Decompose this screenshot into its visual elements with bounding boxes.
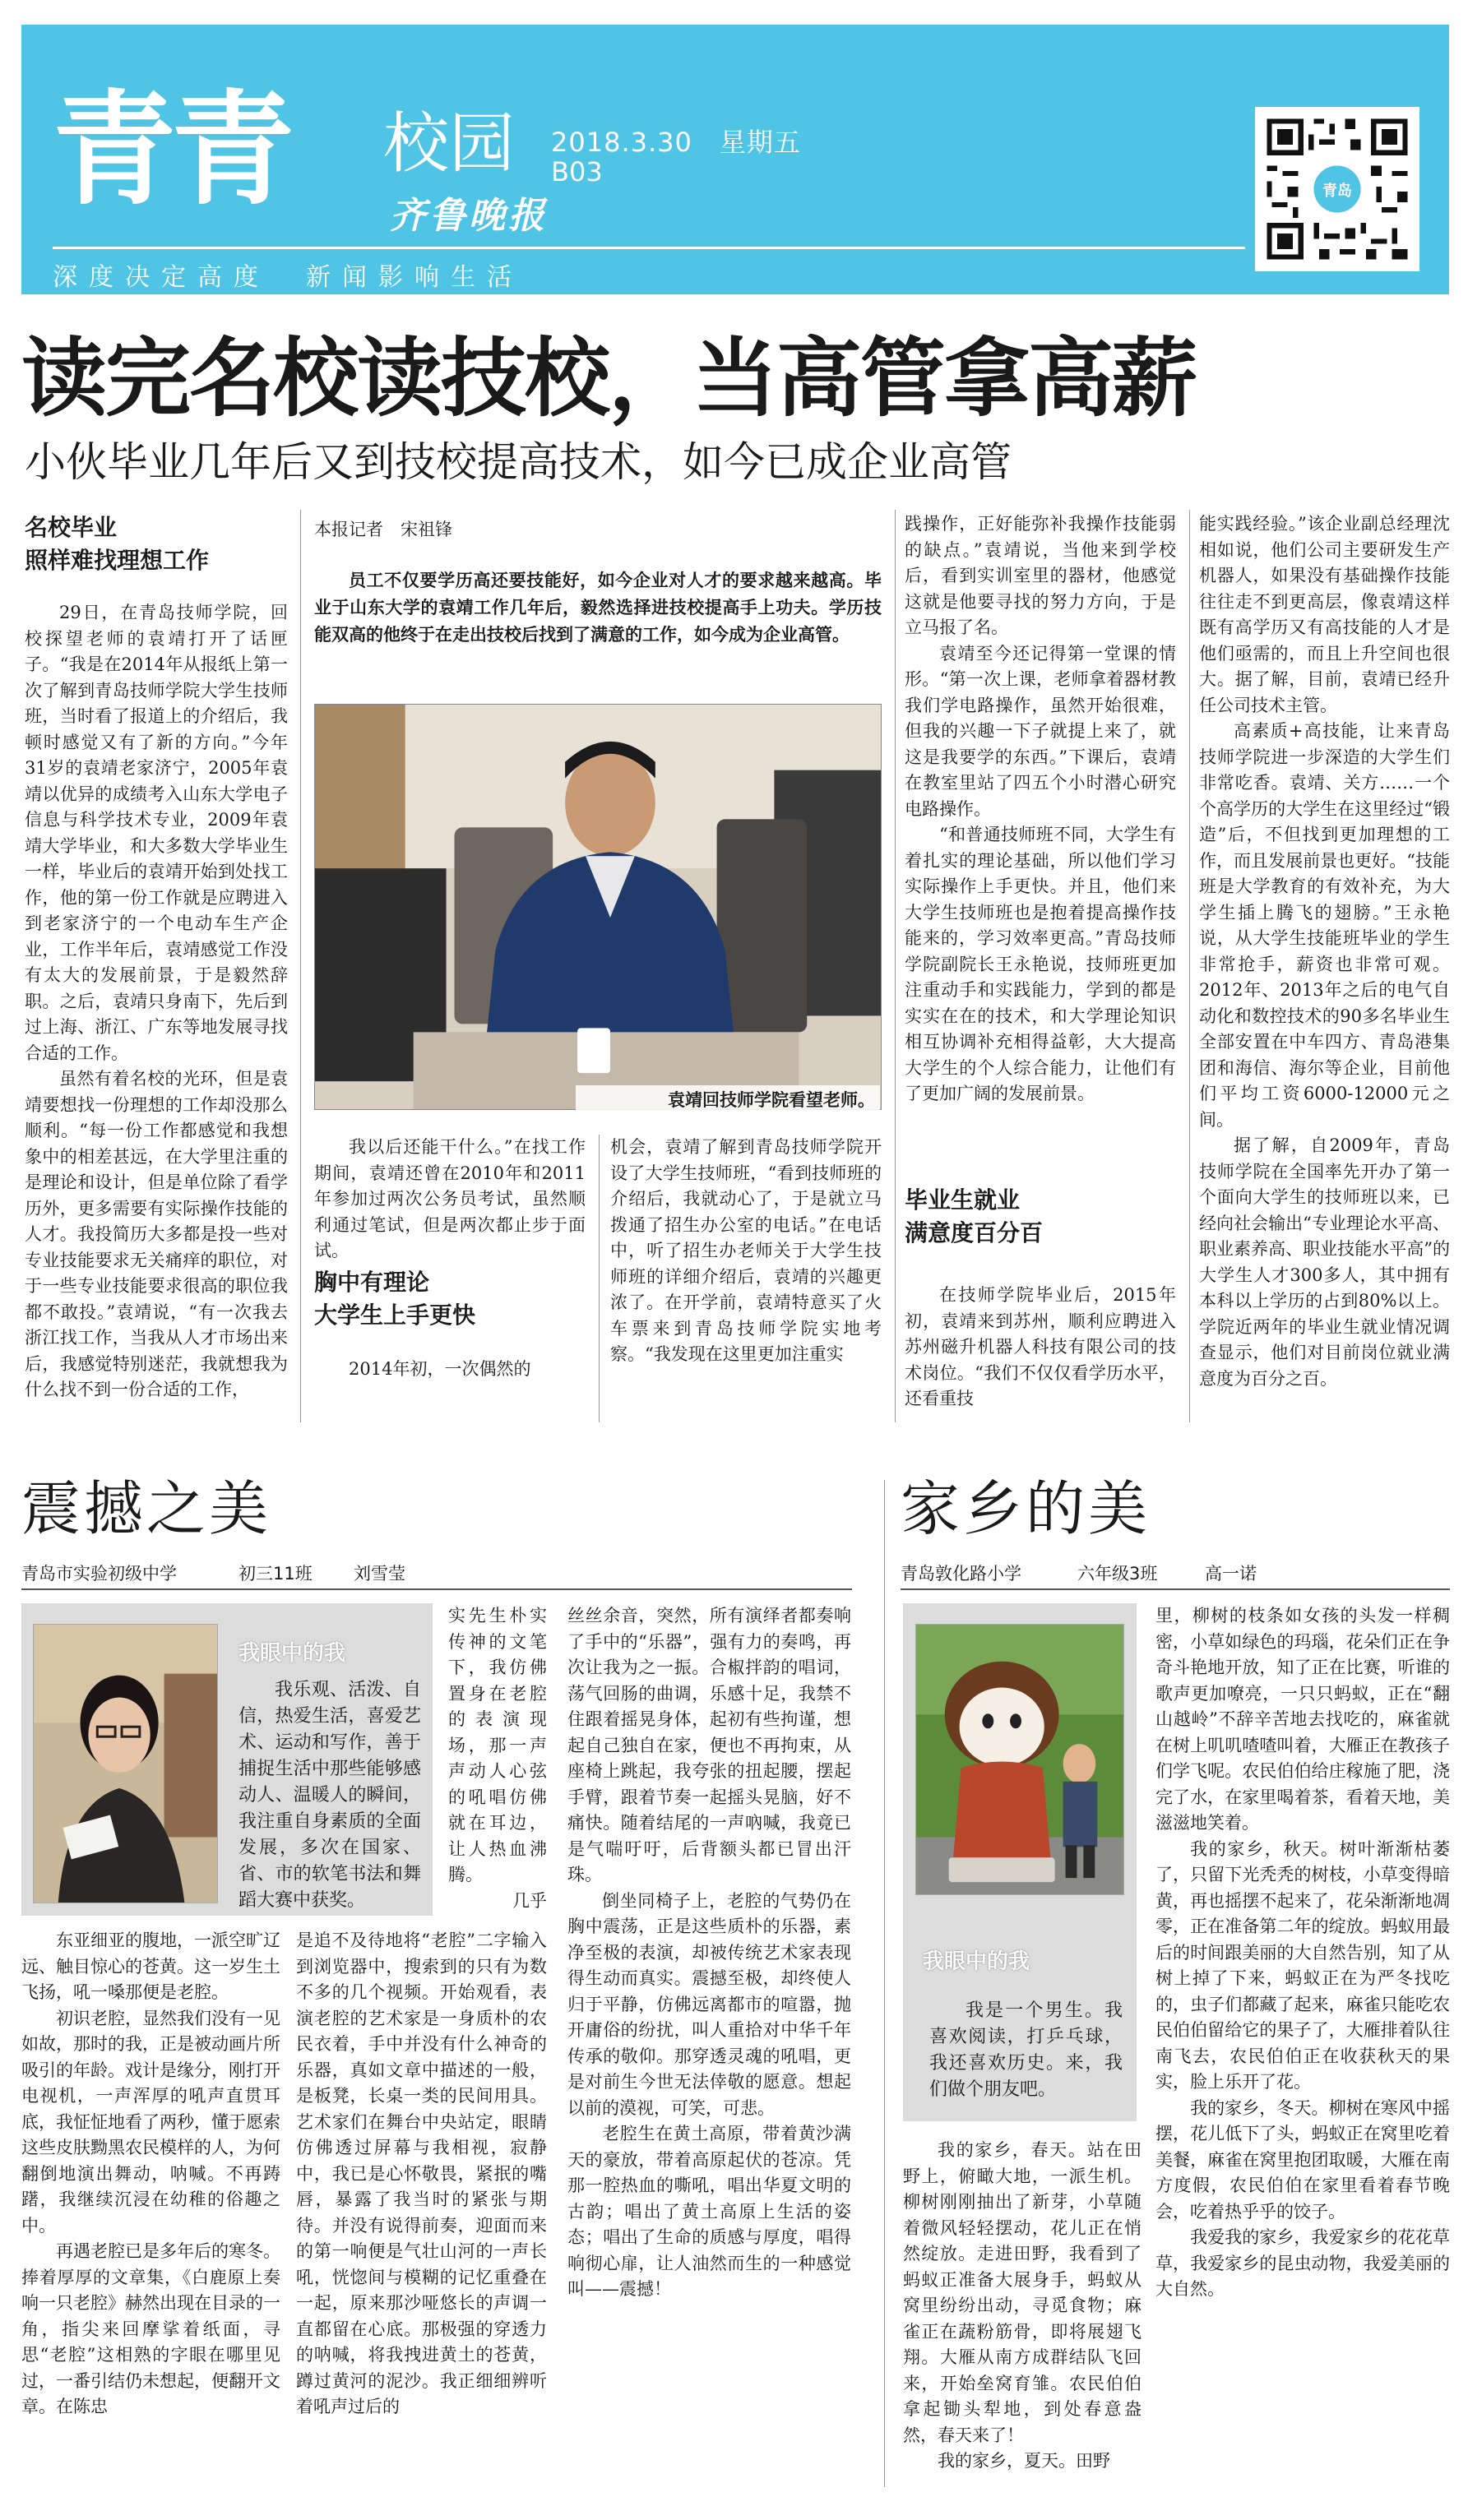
column-divider [895,510,896,1422]
essay2-school: 青岛敦化路小学 [901,1564,1021,1584]
paragraph: 据了解，自2009年，青岛技师学院在全国率先开办了第一个面向大学生的技师班以来，已经向社会输出“专业理论水平高、职业素养高、职业技能水平高”的大学生人才300多人，其中拥有本科以上学历的占到80%以上。学院近两年的毕业生就业情况调查显示，他们对目前岗位就业满意度为百分之百。 [1199,1135,1450,1389]
paragraph: 袁靖至今还记得第一堂课的情形。“第一次上课，老师拿着器材教我们学电路操作，虽然开始很难，但我的兴趣一下子就提上来了，就这是我要学的东西。”下课后，袁靖在教室里站了四五个小时潜心研究电路操作。 [905,643,1176,819]
column-divider [1189,510,1190,1422]
masthead-paper-logo: 齐鲁晚报 [390,195,548,237]
essay2-box-title: 我眼中的我 [923,1949,1030,1974]
masthead-section-name: 校园 [383,105,515,182]
paragraph: 丝丝余音，突然，所有演绎者都奏响了手中的“乐器”，强有力的奏鸣，再次让我为之一振。合椒拌韵的唱词，荡气回肠的曲调，乐感十足，我禁不住跟着摇晃身体，起初有些拘谨，想起自己独自在家，便也不再拘束，从座椅上跳起，我夸张的扭起腰，摆起手臂，跟着节奏一起摇头晃脑，好不痛快。随着结尾的一声吶喊，我竟已是气喘吁吁，后背额头都已冒出汗珠。 [567,1606,851,1884]
article-column-4 [905,511,1176,1169]
paragraph: 能实践经验。”该企业副总经理沈相如说，他们公司主要研发生产机器人，如果没有基础操作技能往往走不到更高层，像袁靖这样既有高学历又有高技能的人才是他们亟需的，而且上升空间也很大。据了解，目前，袁靖已经升任公司技术主管。 [1199,514,1450,715]
paragraph: 实先生朴实传神的文笔下，我仿佛置身在老腔的表演现场，那一声声动人心弦的吼唱仿佛就在耳边，让人热血沸腾。 [448,1606,547,1884]
column-divider [300,510,301,1422]
essay1-author: 刘雪莹 [354,1564,405,1584]
essay2-column-1-bottom [903,2138,1142,2487]
section-heading-3: 毕业生就业 满意度百分百 [905,1186,1044,1246]
essay1-box-title: 我眼中的我 [238,1641,346,1666]
paragraph: 2014年初，一次偶然的 [349,1359,531,1379]
article-column-2-bottom [314,1135,586,1260]
masthead-band [21,25,1449,294]
masthead-page-number: B03 [551,156,603,187]
paragraph: 我的家乡，春天。站在田野上，俯瞰大地，一派生机。柳树刚刚抽出了新芽，小草随着微风轻轻摆动，花儿正在悄然绽放。走进田野，我看到了蚂蚁正准备大展身手，蚂蚁从窝里纷纷出动，寻觅食物；麻雀正在蔬粉筋骨，即将展翅飞翔。大雁从南方成群结队飞回来，开始垒窝育雏。农民伯伯拿起锄头犁地，到处春意盎然，春天来了！ [903,2140,1142,2445]
essay2-author: 高一诺 [1205,1564,1257,1584]
article-photo [314,704,882,1110]
article-column-4-bottom [905,1283,1176,1422]
essay2-title: 家乡的美 [901,1474,1151,1543]
essay1-column-1 [21,1928,280,2487]
section-heading-1: 名校毕业 照样难找理想工作 [25,514,210,574]
paragraph: 是追不及待地将“老腔”二字输入到浏览器中，搜索到的只有为数不多的几个视频。开始观看，表演老腔的艺术家是一身质朴的农民衣着，手中并没有什么神奇的乐器，真如文章中描述的一般，是板凳，长桌一类的民间用具。艺术家们在舞台中央站定，眼睛仿佛透过屏幕与我相视，寂静中，我已是心怀敬畏，紧抿的嘴唇，暴露了我当时的紧张与期待。并没有说得前奏，迎面而来的第一响便是气壮山河的一声长吼，恍惚间与模糊的记忆重叠在一起，原来那沙哑悠长的声调一直都留在心底。那极强的穿透力的呐喊，将我拽进黄土的苍黄，蹲过黄河的泥沙。我正细细辨听着吼声过后的 [296,1930,547,2416]
qr-code-icon [1255,107,1419,271]
paragraph: 我的家乡，秋天。树叶渐渐枯萎了，只留下光秃秃的树枝，小草变得暗黄，再也摇摆不起来了，花朵渐渐地凋零，正在准备第二年的绽放。蚂蚁用最后的时间跟美丽的大自然告别，知了从树上掉了下来，蚂蚁正在为严冬找吃的，虫子们都藏了起来，麻雀只能吃农民伯伯留给它的果子了，大雁排着队往南飞去，农民伯伯正在收获秋天的果实，脸上乐开了花。 [1155,1838,1450,2092]
paragraph: 践操作，正好能弥补我操作技能弱的缺点。”袁靖说，当他来到学校后，看到实训室里的器材，他感觉这就是他要寻找的努力方向，于是立马报了名。 [905,514,1176,637]
essay1-school: 青岛市实验初级中学 [21,1564,177,1584]
essay1-author-photo [33,1624,218,1903]
paragraph: 几乎 [512,1890,547,1911]
masthead-slogan: 深度决定高度 新闻影响生活 [53,263,523,292]
essay1-box-text: 我乐观、活泼、自信，热爱生活，喜爱艺术、运动和写作，善于捕捉生活中那些能够感动人、温暖人的瞬间，我注重自身素质的全面发展，多次在国家、省、市的软笔书法和舞蹈大赛中获奖。 [238,1680,421,1911]
column-divider [599,1135,600,1422]
paragraph: 我以后还能干什么。”在找工作期间，袁靖还曾在2010年和2011年参加过两次公务员考试，虽然顺利通过笔试，但是两次都止步于面试。 [314,1137,586,1260]
essay2-rule [901,1588,1450,1590]
masthead-date: 2018.3.30 星期五 [551,127,801,158]
paragraph: 倒坐同椅子上，老腔的气势仍在胸中震荡，正是这些质朴的乐器，素净至极的表演，却被传统艺术家表现得生动而真实。震撼至极，却终使人归于平静，仿佛远离都市的喧嚣，抛开庸俗的纷扰，叫人重拾对中华千年传承的敬仰。那穿透灵魂的吼唱，更是对前生今世无法倖敬的愿意。想起以前的漠视，可笑，可悲。 [567,1890,851,2118]
essay2-class: 六年级3班 [1077,1564,1158,1584]
article-column-2-tail [314,1357,586,1389]
article-subheadline: 小伙毕业几年后又到技校提高技术，如今已成企业高管 [25,438,1012,486]
paragraph: 初识老腔，显然我们没有一见如故，那时的我，正是被动画片所吸引的年龄。戏计是缘分，刚打开电视机，一声浑厚的吼声直贯耳底，我怔怔地看了两秒，懂于愿索这些皮肤黝黑农民模样的人，为何翻倒地演出舞动，呐喊。不再踌躇，我继续沉浸在幼稚的俗趣之中。 [21,2008,280,2236]
masthead-divider [53,247,1245,249]
essay1-class: 初三11班 [238,1564,313,1584]
paragraph: 在技师学院毕业后，2015年初，袁靖来到苏州，顺利应聘进入苏州磁升机器人科技有限公司的技术岗位。“我们不仅仅看学历水平，还看重技 [905,1285,1176,1408]
article-column-5 [1199,511,1450,1422]
paragraph: 我爱我的家乡，我爱家乡的花花草草，我爱家乡的昆虫动物，我爱美丽的大自然。 [1155,2227,1450,2299]
essay1-column-beside-box [448,1603,547,1924]
article-byline: 本报记者 宋祖锋 [314,520,452,539]
paragraph: 再遇老腔已是多年后的寒冬。捧着厚厚的文章集，《白鹿原上奏响一只老腔》赫然出现在目录的一角，指尖来回摩挲着纸面，寻思“老腔”这相熟的字眼在哪里见过，一番引结仍未想起，便翻开文章。在陈忠 [21,2241,280,2416]
photo-caption: 袁靖回技师学院看望老师。 [576,1085,880,1113]
article-headline: 读完名校读技校，当高管拿高薪 [21,328,1197,428]
paragraph: 里，柳树的枝条如女孩的头发一样稠密，小草如绿色的玛瑙，花朵们正在争奇斗艳地开放，知了正在比赛，听谁的歌声更加嘹亮，一只只蚂蚁，正在“翻山越岭”不辞辛苦地去找吃的，麻雀就在树上叽叽喳喳叫着，大雁正在教孩子们学飞呢。农民伯伯给庄稼施了肥，浇完了水，在家里喝着茶，看着天地，美滋滋地笑着。 [1155,1606,1450,1833]
paragraph: 虽然有着名校的光环，但是袁靖要想找一份理想的工作却没那么顺利。“每一份工作都感觉和我想象中的相差甚远，在大学里注重的是理论和设计，但是单位除了看学历外，更多需要有实际操作技能的人才。我投简历大多都是投一些对专业技能要求无关痛痒的职位，对于一些专业技能要求很高的职位我都不敢投。”袁靖说，“有一次我去浙江找工作，当我从人才市场出来后，我感觉特别迷茫，我就想我为什么找不到一份合适的工作， [25,1069,288,1399]
essay2-box-text: 我是一个男生。我喜欢阅读，打乒乓球，我还喜欢历史。来，我们做个朋友吧。 [929,2000,1123,2100]
paragraph: 老腔生在黄土高原，带着黄沙满天的豪放，带着高原起伏的苍凉。凭那一腔热血的嘶吼，唱出华夏文明的古韵；唱出了黄土高原上生活的姿态；唱出了生命的质感与厚度，唱得响彻心扉，让人油然而生的一种感觉叫——震撼！ [567,2124,851,2299]
qr-center-label: 青岛 [1322,183,1352,200]
article-lead: 员工不仅要学历高还要技能好，如今企业对人才的要求越来越高。毕业于山东大学的袁靖工作几年后，毅然选择进技校提高手上功夫。学历技能双高的他终于在走出技校后找到了满意的工作，如今成为企业高管。 [314,571,882,645]
masthead-brand: 青青 [53,79,290,222]
paragraph: 我的家乡，夏天。田野 [938,2451,1110,2471]
paragraph: 29日，在青岛技师学院，回校探望老师的袁靖打开了话匣子。“我是在2014年从报纸上第一次了解到青岛技师学院大学生技师班，当时看了报道上的介绍后，我顿时感觉又有了新的方向。”今年31岁的袁靖老家济宁，2005年袁靖以优异的成绩考入山东大学电子信息与科学技术专业，2009年袁靖大学毕业，和大多数大学毕业生一样，毕业后的袁靖开始到处找工作，他的第一份工作就是应聘进入到老家济宁的一个电动车生产企业，工作半年后，袁靖感觉工作没有太大的发展前景，于是毅然辞职。之后，袁靖只身南下，先后到过上海、浙江、广东等地发展寻找合适的工作。 [25,603,288,1063]
article-column-3-bottom [610,1135,882,1418]
paragraph: 高素质+高技能，让来青岛技师学院进一步深造的大学生们非常吃香。袁靖、关方……一个个高学历的大学生在这里经过“锻造”后，不但找到更加理想的工作，而且发展前景也更好。“技能班是大学教育的有效补充，为大学生插上腾飞的翅膀。”王永艳说，从大学生技能班毕业的学生非常抢手，薪资也非常可观。2012年、2013年之后的电气自动化和数控技术的90多名毕业生全部安置在中车四方、青岛港集团和海信、海尔等企业，目前他们平均工资6000-12000元之间。 [1199,721,1450,1130]
essay1-column-2 [296,1928,547,2487]
essay1-title: 震撼之美 [21,1474,272,1543]
essay2-column-2 [1155,1603,1450,2487]
section-heading-2: 胸中有理论 大学生上手更快 [314,1269,476,1329]
essay2-author-photo [915,1624,1124,1895]
essay1-column-3 [567,1603,851,2487]
paragraph: 机会，袁靖了解到青岛技师学院开设了大学生技师班，“看到技师班的介绍后，我就动心了，于是就立马拨通了招生办公室的电话。”在电话中，听了招生办老师关于大学生技师班的详细介绍后，袁靖的兴趣更浓了。在开学前，袁靖特意买了火车票来到青岛技师学院实地考察。“我发现在这里更加注重实 [610,1137,882,1364]
essay1-rule [21,1588,852,1590]
paragraph: “和普通技师班不同，大学生有着扎实的理论基础，所以他们学习实际操作上手更快。并且，他们来大学生技师班也是抱着提高操作技能来的，学习效率更高。”青岛技师学院副院长王永艳说，技师班更加注重动手和实践能力，学到的都是实实在在的技术，和大学理论知识相互协调补充相得益彰，大大提高大学生的个人综合能力，让他们有了更加广阔的发展前景。 [905,825,1176,1103]
paragraph: 东亚细亚的腹地，一派空旷辽远、触目惊心的苍黄。这一岁生土飞扬，吼一嗓那便是老腔。 [21,1930,280,2002]
column-divider [884,1480,885,2487]
article-column-1 [25,600,288,1422]
paragraph: 我的家乡，冬天。柳树在寒风中摇摆，花儿低下了头，蚂蚁正在窝里吃着美餐，麻雀在窝里抱团取暖，大雁在南方度假，农民伯伯在家里看着春节晚会，吃着热乎乎的饺子。 [1155,2097,1450,2222]
